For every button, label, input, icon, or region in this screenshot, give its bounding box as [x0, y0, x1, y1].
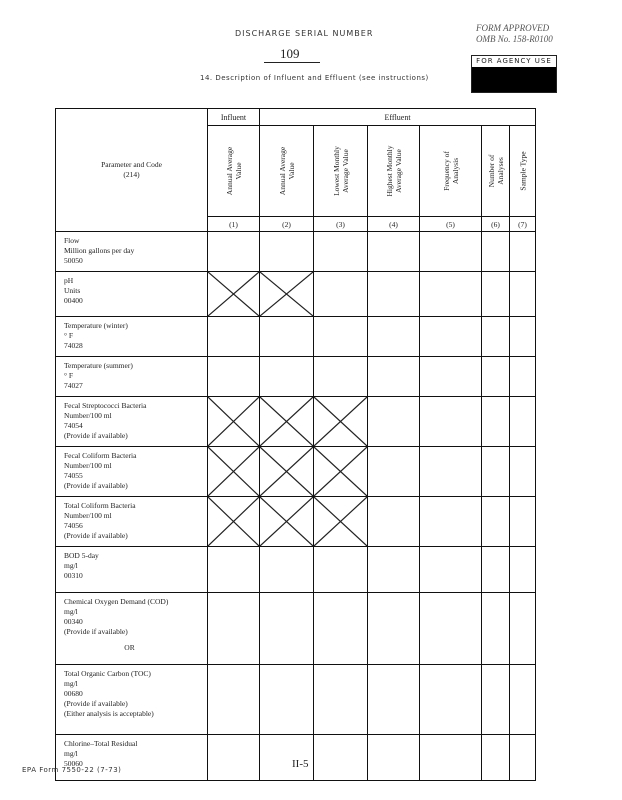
parameter-row: [56, 665, 536, 735]
form-number: EPA Form 7550-22 (7-73): [22, 766, 122, 774]
value-entry-cell[interactable]: [260, 357, 314, 397]
parameter-cell: [56, 272, 208, 317]
column-number-2: (2): [260, 217, 314, 232]
value-entry-cell[interactable]: [482, 735, 510, 781]
value-entry-cell[interactable]: [482, 665, 510, 735]
value-entry-cell[interactable]: [510, 497, 536, 547]
crossed-out-cell: [314, 497, 368, 547]
crossed-out-cell: [260, 272, 314, 317]
column-number-4: (4): [368, 217, 420, 232]
cross-out-mark: [314, 447, 367, 496]
parameter-line: Fecal Streptococci Bacteria: [64, 401, 147, 410]
parameter-line: Chlorine–Total Residual: [64, 739, 138, 748]
parameter-line: mg/l: [64, 679, 78, 688]
value-entry-cell[interactable]: [420, 593, 482, 665]
value-entry-cell[interactable]: [482, 497, 510, 547]
parameter-line: mg/l: [64, 749, 78, 758]
parameter-line: Number/100 ml: [64, 511, 112, 520]
cross-out-mark: [208, 497, 259, 546]
column-number-7: (7): [510, 217, 536, 232]
value-entry-cell[interactable]: [510, 272, 536, 317]
crossed-out-cell: [208, 397, 260, 447]
cross-out-mark: [260, 272, 313, 316]
value-entry-cell[interactable]: [314, 735, 368, 781]
cross-out-mark: [260, 497, 313, 546]
cross-out-mark: [314, 497, 367, 546]
column-number-1: (1): [208, 217, 260, 232]
parameter-header-code: (214): [123, 170, 140, 179]
parameter-line: mg/l: [64, 561, 78, 570]
parameter-line: 74027: [64, 381, 83, 390]
parameter-line: Total Organic Carbon (TOC): [64, 669, 151, 678]
column-header-4: [368, 126, 420, 217]
cross-out-mark: [314, 397, 367, 446]
parameter-line: 74056: [64, 521, 83, 530]
crossed-out-cell: [314, 397, 368, 447]
column-header-6: [482, 126, 510, 217]
value-entry-cell[interactable]: [314, 317, 368, 357]
parameter-header: [56, 109, 208, 232]
parameter-line: 00400: [64, 296, 83, 305]
crossed-out-cell: [208, 497, 260, 547]
column-header-2: [260, 126, 314, 217]
cross-out-mark: [208, 272, 259, 316]
value-entry-cell[interactable]: [482, 593, 510, 665]
parameter-cell: [56, 397, 208, 447]
parameter-line: (Provide if available): [64, 627, 128, 636]
effluent-group-header: Effluent: [260, 109, 536, 126]
serial-number-value: 109: [280, 46, 300, 61]
value-entry-cell[interactable]: [314, 665, 368, 735]
column-header-5: [420, 126, 482, 217]
value-entry-cell[interactable]: [208, 547, 260, 593]
parameter-row: [56, 357, 536, 397]
value-entry-cell[interactable]: [314, 232, 368, 272]
parameter-line: Temperature (winter): [64, 321, 128, 330]
parameter-line: (Either analysis is acceptable): [64, 709, 154, 718]
parameter-line: (Provide if available): [64, 481, 128, 490]
value-entry-cell[interactable]: [368, 593, 420, 665]
parameter-line: ° F: [64, 371, 74, 380]
cross-out-mark: [260, 447, 313, 496]
parameter-line: 00680: [64, 689, 83, 698]
value-entry-cell[interactable]: [260, 593, 314, 665]
crossed-out-cell: [260, 397, 314, 447]
value-entry-cell[interactable]: [482, 272, 510, 317]
crossed-out-cell: [208, 272, 260, 317]
discharge-serial-number-title: DISCHARGE SERIAL NUMBER: [235, 29, 374, 38]
serial-number-underline: [264, 62, 320, 63]
value-entry-cell[interactable]: [420, 397, 482, 447]
value-entry-cell[interactable]: [368, 735, 420, 781]
value-entry-cell[interactable]: [510, 547, 536, 593]
column-number-5: (5): [420, 217, 482, 232]
crossed-out-cell: [260, 447, 314, 497]
section-title: 14. Description of Influent and Effluent (see instructions): [200, 74, 429, 82]
value-entry-cell[interactable]: [368, 397, 420, 447]
parameter-line: Chemical Oxygen Demand (COD): [64, 597, 169, 606]
parameter-row: [56, 317, 536, 357]
parameter-line: Million gallons per day: [64, 246, 135, 255]
value-entry-cell[interactable]: [510, 317, 536, 357]
value-entry-cell[interactable]: [208, 735, 260, 781]
value-entry-cell[interactable]: [420, 497, 482, 547]
parameter-row: [56, 547, 536, 593]
parameter-cell: [56, 665, 208, 735]
cross-out-mark: [208, 447, 259, 496]
value-entry-cell[interactable]: [368, 665, 420, 735]
value-entry-cell[interactable]: [368, 317, 420, 357]
agency-use-box: [471, 55, 557, 93]
parameter-line: Fecal Coliform Bacteria: [64, 451, 137, 460]
value-entry-cell[interactable]: [482, 547, 510, 593]
value-entry-cell[interactable]: [260, 232, 314, 272]
value-entry-cell[interactable]: [368, 447, 420, 497]
parameter-line: (Provide if available): [64, 531, 128, 540]
parameter-row: [56, 593, 536, 665]
parameter-line: Total Coliform Bacteria: [64, 501, 136, 510]
value-entry-cell[interactable]: [420, 665, 482, 735]
value-entry-cell[interactable]: [314, 272, 368, 317]
column-header-label: Number of Analyses: [486, 154, 505, 188]
parameter-line: (Provide if available): [64, 699, 128, 708]
omb-number: OMB No. 158-R0100: [476, 34, 553, 44]
parameter-row: [56, 447, 536, 497]
value-entry-cell[interactable]: [368, 232, 420, 272]
parameter-cell: [56, 593, 208, 665]
value-entry-cell[interactable]: [260, 317, 314, 357]
parameter-cell: [56, 547, 208, 593]
parameter-row: [56, 272, 536, 317]
parameter-cell: [56, 357, 208, 397]
parameter-line: mg/l: [64, 607, 78, 616]
parameter-line: 74055: [64, 471, 83, 480]
parameter-line: (Provide if available): [64, 431, 128, 440]
parameter-cell: [56, 447, 208, 497]
value-entry-cell[interactable]: [420, 357, 482, 397]
parameter-line: 50060: [64, 759, 83, 768]
value-entry-cell[interactable]: [510, 357, 536, 397]
value-entry-cell[interactable]: [482, 317, 510, 357]
value-entry-cell[interactable]: [368, 357, 420, 397]
value-entry-cell[interactable]: [420, 272, 482, 317]
agency-use-redaction: [472, 67, 556, 92]
parameter-line: pH: [64, 276, 74, 285]
value-entry-cell[interactable]: [420, 735, 482, 781]
value-entry-cell[interactable]: [510, 735, 536, 781]
parameter-line: 50050: [64, 256, 83, 265]
value-entry-cell[interactable]: [510, 447, 536, 497]
value-entry-cell[interactable]: [314, 547, 368, 593]
parameter-line: 00310: [64, 571, 83, 580]
column-header-1: [208, 126, 260, 217]
crossed-out-cell: [208, 447, 260, 497]
parameter-line: 00340: [64, 617, 83, 626]
value-entry-cell[interactable]: [208, 317, 260, 357]
value-entry-cell[interactable]: [368, 272, 420, 317]
value-entry-cell[interactable]: [260, 547, 314, 593]
value-entry-cell[interactable]: [208, 232, 260, 272]
value-entry-cell[interactable]: [314, 357, 368, 397]
parameter-row: [56, 397, 536, 447]
column-header-3: [314, 126, 368, 217]
parameter-row: [56, 232, 536, 272]
column-header-label: Annual Average Value: [277, 146, 296, 196]
parameter-line: 74054: [64, 421, 83, 430]
column-header-label: Frequency of Analysis: [441, 151, 460, 191]
parameter-cell: [56, 317, 208, 357]
parameter-cell: [56, 232, 208, 272]
value-entry-cell[interactable]: [260, 665, 314, 735]
agency-use-label: FOR AGENCY USE: [476, 57, 552, 65]
value-entry-cell[interactable]: [208, 665, 260, 735]
parameter-line: BOD 5-day: [64, 551, 99, 560]
column-header-label: Annual Average Value: [224, 146, 243, 196]
parameter-line: Number/100 ml: [64, 461, 112, 470]
value-entry-cell[interactable]: [482, 232, 510, 272]
value-entry-cell[interactable]: [482, 357, 510, 397]
parameter-line: Temperature (summer): [64, 361, 133, 370]
form-approved-stamp: [476, 23, 553, 45]
value-entry-cell[interactable]: [368, 547, 420, 593]
value-entry-cell[interactable]: [510, 593, 536, 665]
crossed-out-cell: [314, 447, 368, 497]
cross-out-mark: [208, 397, 259, 446]
value-entry-cell[interactable]: [420, 232, 482, 272]
value-entry-cell[interactable]: [368, 497, 420, 547]
form-approved-label: FORM APPROVED: [476, 23, 550, 33]
or-separator: OR: [124, 643, 135, 652]
value-entry-cell[interactable]: [482, 397, 510, 447]
value-entry-cell[interactable]: [420, 447, 482, 497]
parameter-line: ° F: [64, 331, 74, 340]
parameter-line: Flow: [64, 236, 80, 245]
influent-group-header: Influent: [208, 109, 260, 126]
value-entry-cell[interactable]: [510, 397, 536, 447]
crossed-out-cell: [260, 497, 314, 547]
column-number-6: (6): [482, 217, 510, 232]
column-header-label: Sample Type: [518, 151, 528, 191]
cross-out-mark: [260, 397, 313, 446]
column-number-3: (3): [314, 217, 368, 232]
value-entry-cell[interactable]: [208, 357, 260, 397]
parameter-line: 74028: [64, 341, 83, 350]
value-entry-cell[interactable]: [510, 665, 536, 735]
page-number: II-5: [292, 758, 309, 770]
column-header-7: [510, 126, 536, 217]
value-entry-cell[interactable]: [208, 593, 260, 665]
column-header-label: Highest Monthly Average Value: [384, 145, 403, 197]
column-header-label: Lowest Monthly Average Value: [331, 146, 350, 196]
value-entry-cell[interactable]: [420, 317, 482, 357]
parameter-cell: [56, 497, 208, 547]
parameter-row: [56, 497, 536, 547]
value-entry-cell[interactable]: [420, 547, 482, 593]
parameter-line: Number/100 ml: [64, 411, 112, 420]
value-entry-cell[interactable]: [314, 593, 368, 665]
value-entry-cell[interactable]: [510, 232, 536, 272]
parameter-header-label: Parameter and Code: [101, 160, 162, 169]
parameter-line: Units: [64, 286, 81, 295]
value-entry-cell[interactable]: [482, 447, 510, 497]
